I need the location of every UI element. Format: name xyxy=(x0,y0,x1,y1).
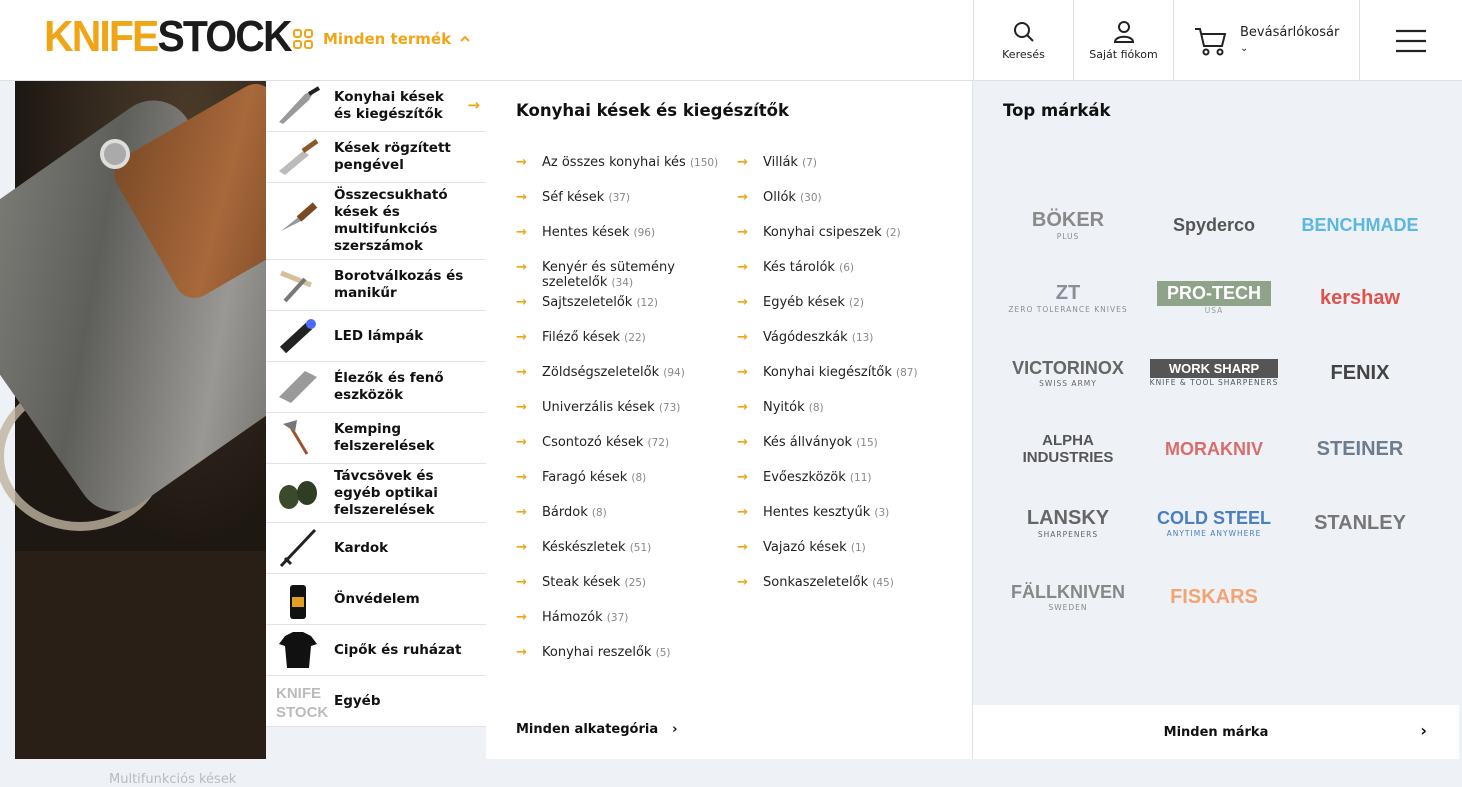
subcategory-count: (72) xyxy=(647,437,670,449)
category-label: Cipők és ruházat xyxy=(334,641,462,658)
all-subcategories-link[interactable] xyxy=(516,722,677,737)
brand-logo[interactable] xyxy=(1147,268,1281,328)
subcategory-label: Konyhai reszelők (5) xyxy=(542,645,671,660)
arrow-right-icon: → xyxy=(737,260,748,275)
subcategory-link[interactable] xyxy=(737,190,822,206)
subcategory-link[interactable] xyxy=(516,610,628,626)
subcategory-label: Nyitók (8) xyxy=(763,400,824,415)
arrow-right-icon: → xyxy=(737,190,748,205)
subcategory-link[interactable] xyxy=(737,225,901,241)
subcategory-link[interactable] xyxy=(737,295,864,311)
brand-logo[interactable] xyxy=(1293,268,1427,328)
subcategory-label: Séf kések (37) xyxy=(542,190,631,205)
brand-tagline: SWEDEN xyxy=(1048,603,1088,612)
subcategory-count: (25) xyxy=(624,577,647,589)
grid-icon xyxy=(292,28,314,50)
arrow-right-icon: → xyxy=(737,295,748,310)
subcategory-label: Konyhai kiegészítők (87) xyxy=(763,365,918,380)
brand-tagline: SWISS ARMY xyxy=(1039,379,1097,388)
subcategory-label: Hentes kések (96) xyxy=(542,225,656,240)
background-ghost-text: Multifunkciós kések xyxy=(109,772,237,787)
chevron-up-icon xyxy=(460,35,470,43)
subcategory-count: (30) xyxy=(800,192,822,204)
arrow-right-icon: → xyxy=(516,400,527,415)
arrow-right-icon: → xyxy=(516,190,527,205)
category-label: Kések rögzített pengével xyxy=(334,140,451,173)
account-button[interactable] xyxy=(1073,0,1173,81)
subcategory-count: (73) xyxy=(658,402,681,414)
all-products-label: Minden termék xyxy=(323,30,452,48)
brand-name: STEINER xyxy=(1316,437,1404,460)
brand-logo[interactable] xyxy=(1001,567,1135,627)
arrow-right-icon: → xyxy=(516,260,527,275)
top-brands-panel xyxy=(973,81,1460,759)
subcategory-count: (8) xyxy=(631,472,647,484)
subcategory-count: (8) xyxy=(808,402,824,414)
category-label: Kardok xyxy=(334,539,389,556)
brand-name: PRO-TECH xyxy=(1157,281,1271,306)
pepper-spray-icon xyxy=(272,576,324,622)
subcategory-link[interactable] xyxy=(737,540,866,556)
subcategory-label: Sonkaszeletelők (45) xyxy=(763,575,894,590)
brand-tagline: KNIFE & TOOL SHARPENERS xyxy=(1149,378,1279,387)
cart-button[interactable] xyxy=(1173,0,1360,81)
subcategory-count: (5) xyxy=(655,647,671,659)
kitchen-knife-icon xyxy=(272,83,324,129)
subcategory-label: Sajtszeletelők (12) xyxy=(542,295,659,310)
search-label: Keresés xyxy=(1002,48,1045,61)
subcategory-label: Vágódeszkák (13) xyxy=(763,330,874,345)
category-item[interactable] xyxy=(266,413,486,464)
cart-icon xyxy=(1194,26,1228,56)
subcategory-label: Ollók (30) xyxy=(763,190,822,205)
brand-logo[interactable] xyxy=(1293,343,1427,403)
chevron-down-icon: ⌄ xyxy=(1240,42,1249,54)
category-item[interactable] xyxy=(266,464,486,523)
subcategory-panel xyxy=(486,81,973,759)
subcategory-count: (3) xyxy=(874,507,890,519)
site-header xyxy=(0,0,1462,81)
subcategory-label: Kés állványok (15) xyxy=(763,435,878,450)
arrow-right-icon: → xyxy=(467,96,480,114)
category-item[interactable] xyxy=(266,183,486,260)
arrow-right-icon: → xyxy=(737,505,748,520)
category-label: Borotválkozás és manikűr xyxy=(334,268,464,301)
all-products-button[interactable] xyxy=(292,28,470,50)
arrow-right-icon: → xyxy=(737,225,748,240)
subcategory-link[interactable] xyxy=(516,575,646,591)
cart-label: Bevásárlókosár xyxy=(1240,24,1340,40)
subcategory-title: Konyhai kések és kiegészítők xyxy=(516,101,789,120)
subcategory-count: (12) xyxy=(636,297,659,309)
subcategory-count: (45) xyxy=(872,577,894,589)
brand-name: WORK SHARP xyxy=(1150,359,1279,378)
subcategory-label: Filéző kések (22) xyxy=(542,330,646,345)
subcategory-count: (2) xyxy=(849,297,864,309)
razor-icon xyxy=(272,262,324,308)
category-label: Élezők és fenő eszközök xyxy=(334,370,444,403)
all-subcategories-label: Minden alkategória xyxy=(516,722,659,737)
tshirt-icon xyxy=(272,627,324,673)
brand-name: ALPHA INDUSTRIES xyxy=(1022,432,1114,466)
brand-logo[interactable] xyxy=(1001,195,1135,255)
brand-logo[interactable] xyxy=(1147,419,1281,479)
category-item[interactable] xyxy=(266,311,486,362)
category-label: Összecsukható kések és multifunkciós szerszámok xyxy=(334,187,448,254)
subcategory-count: (94) xyxy=(663,367,685,379)
folding-knife-icon xyxy=(272,198,324,244)
subcategory-count: (22) xyxy=(624,332,646,344)
subcategory-link[interactable] xyxy=(516,330,646,346)
arrow-right-icon: → xyxy=(516,610,527,625)
hamburger-menu-button[interactable] xyxy=(1359,0,1462,81)
brand-name: ZT xyxy=(1055,282,1081,304)
category-list xyxy=(266,81,486,759)
brand-logo[interactable] xyxy=(1293,195,1427,255)
subcategory-count: (37) xyxy=(608,192,631,204)
category-label: Kemping felszerelések xyxy=(334,421,435,454)
hamburger-icon xyxy=(1396,29,1426,53)
brand-name: Spyderco xyxy=(1172,214,1256,235)
subcategory-link[interactable] xyxy=(516,295,658,311)
brand-logo[interactable] xyxy=(1147,567,1281,627)
sharpener-icon xyxy=(272,364,324,410)
subcategory-count: (1) xyxy=(850,542,866,554)
subcategory-label: Vajazó kések (1) xyxy=(763,540,866,555)
subcategory-link[interactable] xyxy=(737,470,871,486)
subcategory-link[interactable] xyxy=(737,575,894,591)
subcategory-link[interactable] xyxy=(516,190,630,206)
chevron-right-icon: › xyxy=(1420,721,1427,740)
subcategory-link[interactable] xyxy=(516,225,655,241)
subcategory-label: Kés tárolók (6) xyxy=(763,260,854,275)
category-label: Konyhai kések és kiegészítők xyxy=(334,89,444,122)
brand-name: FISKARS xyxy=(1170,585,1258,608)
brand-name: FENIX xyxy=(1330,361,1390,384)
arrow-right-icon: → xyxy=(737,400,748,415)
subcategory-count: (6) xyxy=(839,262,854,274)
category-item[interactable] xyxy=(266,625,486,676)
brand-tagline: USA xyxy=(1204,306,1224,315)
category-item[interactable] xyxy=(266,523,486,574)
brand-name: MORAKNIV xyxy=(1165,438,1263,459)
category-item[interactable] xyxy=(266,132,486,183)
subcategory-link[interactable] xyxy=(737,365,918,381)
arrow-right-icon: → xyxy=(516,540,527,555)
subcategory-label: Zöldségszeletelők (94) xyxy=(542,365,685,380)
all-brands-label: Minden márka xyxy=(1163,724,1269,740)
arrow-right-icon: → xyxy=(737,155,748,170)
account-label: Saját fiókom xyxy=(1089,48,1158,61)
brand-name: STANLEY xyxy=(1314,511,1406,534)
arrow-right-icon: → xyxy=(516,155,527,170)
subcategory-link[interactable] xyxy=(737,505,889,521)
subcategory-count: (51) xyxy=(629,542,652,554)
subcategory-link[interactable] xyxy=(516,645,670,661)
subcategory-link[interactable] xyxy=(737,155,817,171)
subcategory-count: (7) xyxy=(802,157,817,169)
subcategory-count: (96) xyxy=(633,227,656,239)
arrow-right-icon: → xyxy=(737,435,748,450)
arrow-right-icon: → xyxy=(516,365,527,380)
category-label: Egyéb xyxy=(334,692,381,709)
brand-logo[interactable] xyxy=(1293,419,1427,479)
subcategory-link[interactable] xyxy=(516,540,651,556)
arrow-right-icon: → xyxy=(737,575,748,590)
subcategory-link[interactable] xyxy=(516,400,680,416)
subcategory-count: (34) xyxy=(611,277,634,289)
brand-name: kershaw xyxy=(1319,286,1401,309)
brand-logo[interactable] xyxy=(1147,195,1281,255)
brand-name: BÖKER xyxy=(1031,209,1105,231)
category-item[interactable] xyxy=(266,81,486,132)
brand-logo[interactable] xyxy=(1293,493,1427,553)
arrow-right-icon: → xyxy=(516,470,527,485)
brand-name: VICTORINOX xyxy=(1012,358,1124,378)
subcategory-label: Evőeszközök (11) xyxy=(763,470,872,485)
brand-tagline: ZERO TOLERANCE KNIVES xyxy=(1008,305,1128,314)
subcategory-label: Faragó kések (8) xyxy=(542,470,647,485)
binoculars-icon xyxy=(272,470,324,516)
subcategory-link[interactable] xyxy=(737,400,824,416)
subcategory-link[interactable] xyxy=(516,505,607,521)
subcategory-link[interactable] xyxy=(516,155,718,171)
category-label: Önvédelem xyxy=(334,590,420,607)
svg-text:STOCK: STOCK xyxy=(276,704,329,721)
subcategory-count: (37) xyxy=(606,612,629,624)
subcategory-link[interactable] xyxy=(516,435,669,451)
subcategory-count: (87) xyxy=(896,367,918,379)
subcategory-link[interactable] xyxy=(516,470,646,486)
arrow-right-icon: → xyxy=(516,645,527,660)
subcategory-label: Hámozók (37) xyxy=(542,610,629,625)
arrow-right-icon: → xyxy=(516,225,527,240)
search-icon xyxy=(1012,20,1036,44)
category-label: LED lámpák xyxy=(334,327,424,344)
brand-tagline: ANYTIME ANYWHERE xyxy=(1166,529,1262,538)
subcategory-link[interactable] xyxy=(737,260,854,276)
brand-tagline: SHARPENERS xyxy=(1037,530,1099,539)
brand-name: COLD STEEL xyxy=(1156,508,1271,528)
subcategory-count: (150) xyxy=(689,157,719,169)
subcategory-label: Villák (7) xyxy=(763,155,817,170)
subcategory-label: Csontozó kések (72) xyxy=(542,435,670,450)
subcategory-count: (8) xyxy=(591,507,607,519)
arrow-right-icon: → xyxy=(516,575,527,590)
brand-name: BENCHMADE xyxy=(1301,214,1419,235)
category-item[interactable] xyxy=(266,574,486,625)
subcategory-label: Az összes konyhai kés (150) xyxy=(542,155,719,170)
brand-tagline: PLUS xyxy=(1056,232,1080,241)
subcategory-link[interactable] xyxy=(516,365,685,381)
subcategory-count: (13) xyxy=(851,332,874,344)
subcategory-count: (15) xyxy=(856,437,878,449)
arrow-right-icon: → xyxy=(516,505,527,520)
subcategory-label: Univerzális kések (73) xyxy=(542,400,681,415)
brand-logo[interactable] xyxy=(1147,343,1281,403)
category-label: Távcsövek és egyéb optikai felszerelések xyxy=(334,467,438,518)
subcategory-label: Kenyér és sütemény szeletelők (34) xyxy=(542,260,675,290)
chevron-right-icon: › xyxy=(672,722,678,737)
sword-icon xyxy=(272,525,324,571)
brand-logo[interactable] xyxy=(1147,493,1281,553)
brand-name: LANSKY xyxy=(1026,507,1110,529)
arrow-right-icon: → xyxy=(737,470,748,485)
category-item[interactable] xyxy=(266,676,486,727)
arrow-right-icon: → xyxy=(737,540,748,555)
fixed-blade-knife-icon xyxy=(272,134,324,180)
user-icon xyxy=(1113,20,1135,44)
promo-image xyxy=(15,81,266,759)
category-item[interactable] xyxy=(266,260,486,311)
subcategory-label: Egyéb kések (2) xyxy=(763,295,864,310)
arrow-right-icon: → xyxy=(516,295,527,310)
arrow-right-icon: → xyxy=(516,435,527,450)
subcategory-label: Hentes kesztyűk (3) xyxy=(763,505,890,520)
subcategory-label: Késkészletek (51) xyxy=(542,540,652,555)
subcategory-link[interactable] xyxy=(516,260,682,291)
brand-logo[interactable] xyxy=(1001,493,1135,553)
brand-logo[interactable] xyxy=(1001,419,1135,479)
svg-text:KNIFE: KNIFE xyxy=(276,685,321,702)
all-brands-link[interactable] xyxy=(973,705,1459,759)
arrow-right-icon: → xyxy=(737,365,748,380)
brand-logo[interactable] xyxy=(1001,268,1135,328)
arrow-right-icon: → xyxy=(737,330,748,345)
subcategory-label: Bárdok (8) xyxy=(542,505,607,520)
knifestock-logo-icon xyxy=(272,678,329,724)
arrow-right-icon: → xyxy=(516,330,527,345)
search-button[interactable] xyxy=(973,0,1073,81)
brand-logo[interactable] xyxy=(1001,343,1135,403)
brand-name: FÄLLKNIVEN xyxy=(1011,582,1125,602)
subcategory-count: (2) xyxy=(885,227,901,239)
flashlight-icon xyxy=(272,313,324,359)
knifestock-logo[interactable]: KNIFESTOCK xyxy=(44,12,291,61)
subcategory-label: Konyhai csipeszek (2) xyxy=(763,225,901,240)
subcategory-count: (11) xyxy=(849,472,872,484)
subcategory-link[interactable] xyxy=(737,435,878,451)
brands-title: Top márkák xyxy=(1003,101,1111,120)
category-item[interactable] xyxy=(266,362,486,413)
subcategory-label: Steak kések (25) xyxy=(542,575,647,590)
subcategory-link[interactable] xyxy=(737,330,873,346)
axe-icon xyxy=(272,415,324,461)
